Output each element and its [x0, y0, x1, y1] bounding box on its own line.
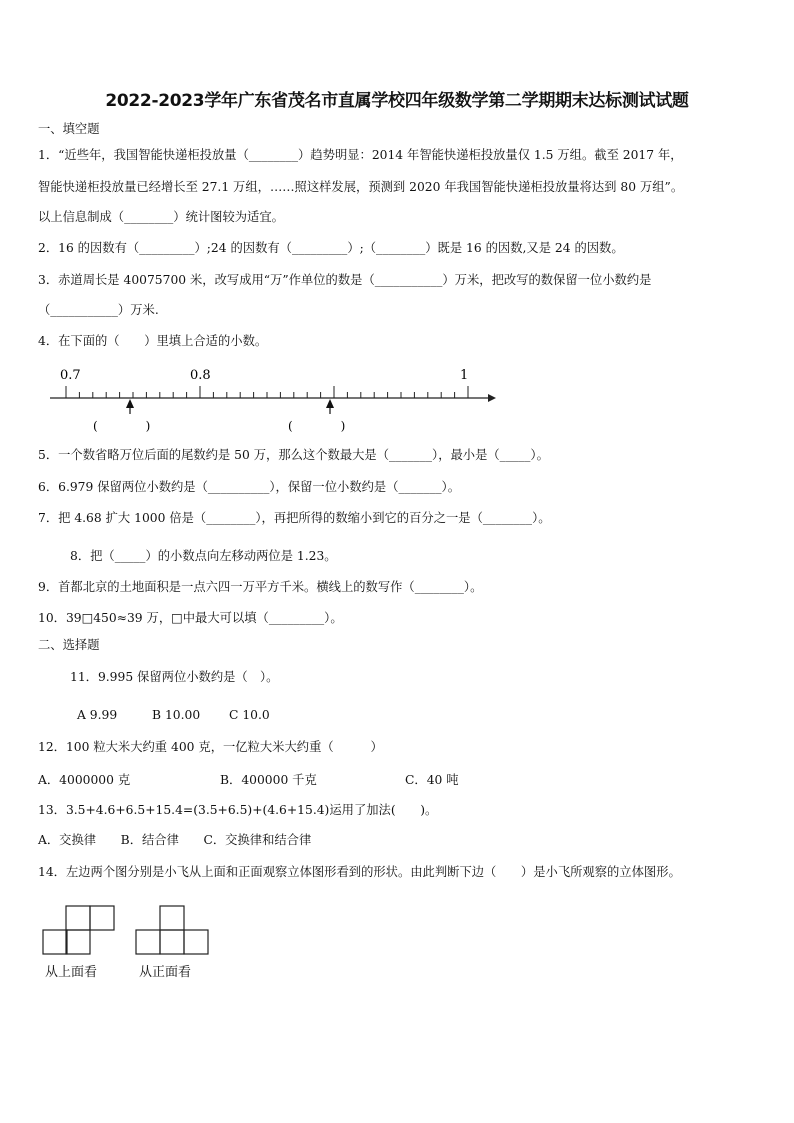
- section-fill-in-blank: 一、填空题: [38, 122, 100, 136]
- number-line-arrowhead: [488, 394, 496, 402]
- question-12-option-a: A．4000000 克: [38, 773, 131, 787]
- question-3-line-2: （___________）万米.: [38, 303, 159, 317]
- page-title: 2022-2023学年广东省茂名市直属学校四年级数学第二学期期末达标测试试题: [105, 91, 689, 111]
- question-12: 12．100 粒大米大约重 400 克，一亿粒大米大约重（ ）: [38, 740, 383, 754]
- question-1-line-1: 1．“近些年，我国智能快递柜投放量（________）趋势明显：2014 年智能快递柜投放量仅 1.5 万组。截至 2017 年，: [38, 148, 683, 162]
- question-2: 2．16 的因数有（_________）;24 的因数有（_________）;（________）既是 16 的因数,又是 24 的因数。: [38, 241, 624, 255]
- question-12-option-b: B．400000 千克: [220, 773, 317, 787]
- number-line-label-mid: 0.8: [190, 368, 211, 383]
- number-line-label-start: 0.7: [60, 368, 81, 383]
- question-11-option-b: B 10.00: [152, 708, 201, 722]
- front-view-figure: [135, 905, 213, 957]
- answer-paren-1: ( ): [93, 419, 151, 433]
- question-11-option-a: A 9.99: [77, 708, 118, 722]
- question-10: 10．39□450≈39 万，□中最大可以填（_________）。: [38, 611, 343, 625]
- number-line-figure: [40, 362, 500, 434]
- question-3-line-1: 3．赤道周长是 40075700 米，改写成用“万”作单位的数是（___________）万米，把改写的数保留一位小数约是: [38, 273, 652, 287]
- number-line-label-end: 1: [460, 368, 469, 383]
- question-9: 9．首都北京的土地面积是一点六四一万平方千米。横线上的数写作（________）。: [38, 580, 483, 594]
- question-7: 7．把 4.68 扩大 1000 倍是（________），再把所得的数缩小到它的百分之一是（________）。: [38, 511, 551, 525]
- top-view-figure: [42, 905, 120, 957]
- question-8: 8．把（_____）的小数点向左移动两位是 1.23。: [70, 549, 337, 563]
- question-1-line-3: 以上信息制成（________）统计图较为适宜。: [38, 210, 284, 224]
- question-11: 11．9.995 保留两位小数约是（ ）。: [70, 670, 279, 684]
- question-1-line-2: 智能快递柜投放量已经增长至 27.1 万组，……照这样发展，预测到 2020 年我国智能快递柜投放量将达到 80 万组”。: [38, 180, 684, 194]
- question-5: 5．一个数省略万位后面的尾数约是 50 万，那么这个数最大是（_______），最小是（_____）。: [38, 448, 549, 462]
- front-view-caption: 从正面看: [139, 965, 192, 980]
- section-multiple-choice: 二、选择题: [38, 638, 100, 652]
- question-13-options: A．交换律 B．结合律 C．交换律和结合律: [38, 833, 312, 847]
- question-12-option-c: C．40 吨: [405, 773, 459, 787]
- question-14: 14．左边两个图分别是小飞从上面和正面观察立体图形看到的形状。由此判断下边（ ）是小飞所观察的立体图形。: [38, 865, 681, 879]
- number-line-ticks: [66, 386, 468, 398]
- question-11-option-c: C 10.0: [229, 708, 270, 722]
- answer-paren-2: ( ): [288, 419, 346, 433]
- question-13: 13．3.5+4.6+6.5+15.4=(3.5+6.5)+(4.6+15.4)运用了加法( )。: [38, 803, 438, 817]
- question-6: 6．6.979 保留两位小数约是（__________），保留一位小数约是（_______）。: [38, 480, 460, 494]
- top-view-caption: 从上面看: [45, 965, 98, 980]
- question-4: 4．在下面的（ ）里填上合适的小数。: [38, 334, 268, 348]
